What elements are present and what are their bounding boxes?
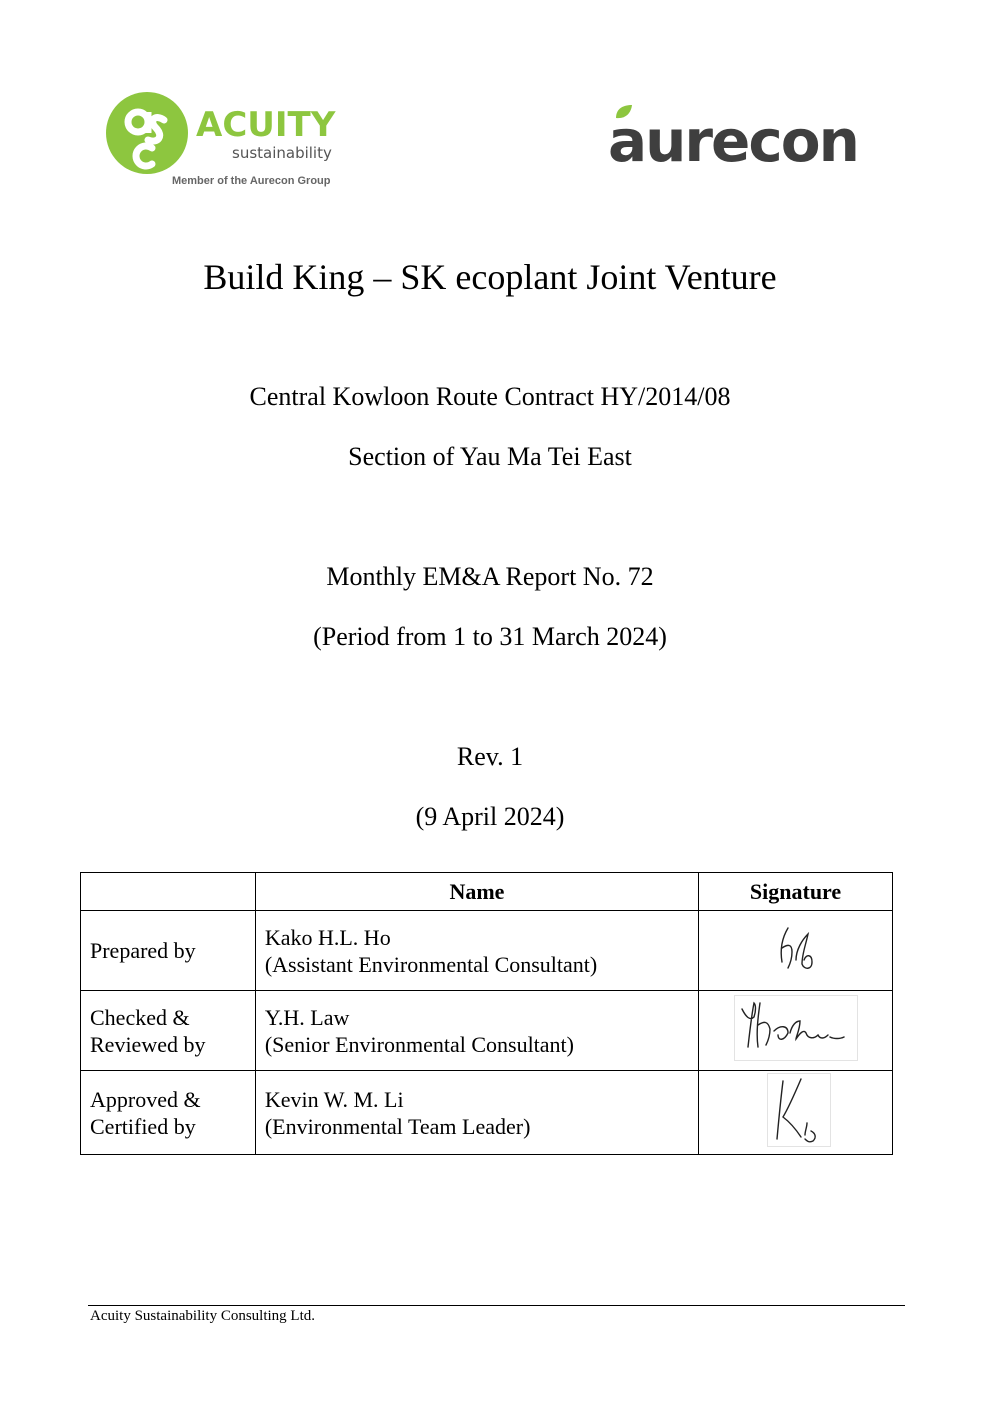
role-line: Checked & <box>90 1004 190 1030</box>
report-period: (Period from 1 to 31 March 2024) <box>313 622 667 651</box>
table-header-row <box>81 873 893 911</box>
role-line: Certified by <box>90 1113 196 1139</box>
section-line: Section of Yau Ma Tei East <box>348 442 632 471</box>
signature-cell <box>699 991 893 1071</box>
signature-cell <box>699 1071 893 1155</box>
report-number: Monthly EM&A Report No. 72 <box>326 562 654 591</box>
table-row <box>81 991 893 1071</box>
name-cell <box>255 991 698 1071</box>
aurecon-wordmark: aurecon <box>608 107 858 175</box>
acuity-monogram-icon <box>106 92 188 174</box>
header-name: Name <box>255 873 698 911</box>
acuity-logo <box>104 90 354 190</box>
person-name: Y.H. Law <box>264 1004 350 1030</box>
role-cell <box>81 1071 256 1155</box>
role-line: Reviewed by <box>90 1031 206 1057</box>
signature-law <box>734 995 858 1061</box>
person-title: (Environmental Team Leader) <box>264 1113 531 1139</box>
acuity-subtitle: sustainability <box>232 144 332 162</box>
header-role <box>81 873 256 911</box>
role-cell <box>81 991 256 1071</box>
acuity-member-line: Member of the Aurecon Group <box>172 175 331 187</box>
name-cell <box>255 1071 698 1155</box>
revision-number: Rev. 1 <box>456 742 524 771</box>
role-cell <box>81 911 256 991</box>
footer-divider <box>88 1305 905 1306</box>
approval-table <box>80 872 893 1155</box>
contract-line: Central Kowloon Route Contract HY/2014/08 <box>249 382 731 411</box>
role-line: Approved & <box>90 1086 201 1112</box>
revision-date: (9 April 2024) <box>415 802 565 831</box>
role-line: Prepared by <box>90 938 196 963</box>
person-title: (Assistant Environmental Consultant) <box>264 951 598 977</box>
table-row <box>81 1071 893 1155</box>
signature-cell <box>699 911 893 991</box>
table-row <box>81 911 893 991</box>
signature-ho <box>766 920 826 976</box>
aurecon-logo <box>606 104 876 174</box>
person-name: Kako H.L. Ho <box>264 924 391 950</box>
header-signature: Signature <box>699 873 893 911</box>
footer-company: Acuity Sustainability Consulting Ltd. <box>90 1308 315 1324</box>
acuity-wordmark: ACUITY <box>196 105 336 145</box>
name-cell <box>255 911 698 991</box>
person-title: (Senior Environmental Consultant) <box>264 1031 574 1057</box>
person-name: Kevin W. M. Li <box>264 1086 404 1112</box>
document-title: Build King – SK ecoplant Joint Venture <box>203 257 777 297</box>
signature-li <box>761 1073 831 1147</box>
